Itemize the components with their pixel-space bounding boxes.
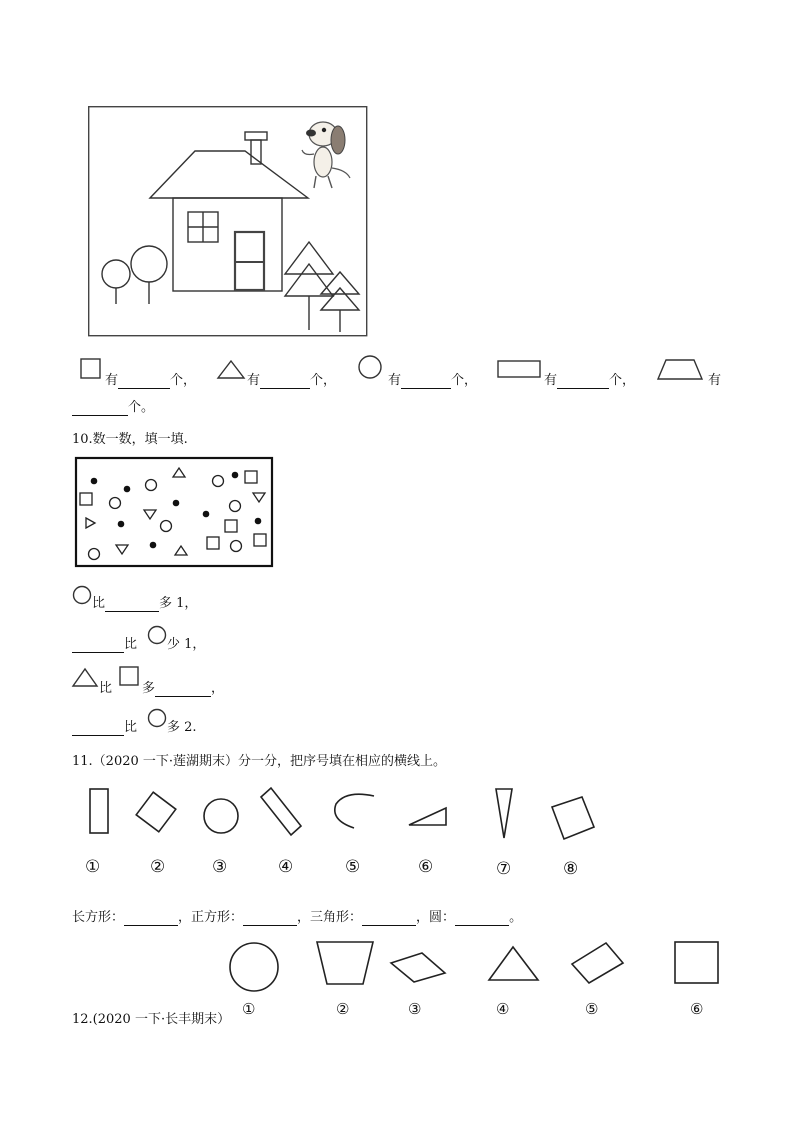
q11-num-3: ③ bbox=[212, 857, 228, 877]
q11-shape-5-arc bbox=[330, 790, 378, 832]
q11-num-4: ④ bbox=[278, 857, 294, 877]
q11-blank-square[interactable] bbox=[243, 910, 297, 926]
q10-l3-b: 多 bbox=[142, 681, 156, 696]
trapezoid-shape-icon bbox=[656, 358, 704, 382]
q11-num-7: ⑦ bbox=[496, 859, 512, 879]
q9-blank-trapezoid[interactable] bbox=[72, 400, 128, 416]
square-icon bbox=[119, 666, 141, 688]
q12-shape-3-rhombus bbox=[388, 950, 450, 984]
circle-icon-3 bbox=[147, 708, 169, 728]
q11-num-5: ⑤ bbox=[345, 857, 361, 877]
q10-l4-b: 多 2. bbox=[167, 720, 197, 735]
q11-shape-1-rectangle bbox=[88, 787, 112, 837]
rectangle-shape-icon bbox=[497, 360, 543, 380]
q11-shape-2-square bbox=[134, 789, 180, 835]
q11-shape-7-triangle bbox=[493, 786, 517, 842]
q10-l3-a: 比 bbox=[99, 681, 113, 696]
q11-label-circle: ，圆： bbox=[416, 910, 456, 925]
triangle-icon bbox=[71, 666, 99, 688]
triangle-shape-icon bbox=[216, 358, 246, 380]
q9-label-3: 有 bbox=[388, 373, 402, 388]
q10-blank-4[interactable] bbox=[72, 720, 124, 736]
q12-num-1: ① bbox=[242, 1000, 256, 1018]
q10-l4-a: 比 bbox=[124, 720, 138, 735]
q9-label-1: 有 bbox=[105, 373, 119, 388]
q9-label-5: 有 bbox=[708, 373, 722, 388]
q12-num-5: ⑤ bbox=[585, 1000, 599, 1018]
q11-label-square: ，正方形： bbox=[178, 910, 244, 925]
q10-l1-a: 比 bbox=[92, 596, 106, 611]
shapes-counting-box bbox=[75, 457, 275, 569]
q9-blank-rectangle[interactable] bbox=[557, 373, 609, 389]
circle-icon-2 bbox=[147, 625, 169, 645]
q10-blank-3[interactable] bbox=[155, 681, 211, 697]
q12-shape-5-rectangle bbox=[569, 940, 627, 986]
q11-label-triangle: ，三角形： bbox=[297, 910, 363, 925]
q12-title: 12.(2020 一下·长丰期末） bbox=[72, 1012, 231, 1027]
q11-end: 。 bbox=[509, 910, 523, 925]
circle-shape-icon bbox=[357, 354, 385, 380]
q11-shape-4-rectangle bbox=[258, 785, 304, 837]
q9-unit-2: 个， bbox=[310, 373, 337, 388]
q9-label-2: 有 bbox=[247, 373, 261, 388]
q11-num-6: ⑥ bbox=[418, 857, 434, 877]
q10-blank-1[interactable] bbox=[105, 596, 159, 612]
q11-blank-rectangle[interactable] bbox=[124, 910, 178, 926]
house-scene-picture bbox=[88, 106, 370, 338]
q12-num-2: ② bbox=[336, 1000, 350, 1018]
q11-blank-circle[interactable] bbox=[455, 910, 509, 926]
q11-blank-triangle[interactable] bbox=[362, 910, 416, 926]
q11-num-1: ① bbox=[85, 857, 101, 877]
q11-num-2: ② bbox=[150, 857, 166, 877]
q9-blank-triangle[interactable] bbox=[260, 373, 310, 389]
q9-unit-1: 个， bbox=[170, 373, 197, 388]
q10-title: 10.数一数，填一填. bbox=[72, 432, 188, 447]
q12-num-3: ③ bbox=[408, 1000, 422, 1018]
q11-label-rectangle: 长方形： bbox=[72, 910, 125, 925]
q11-shape-6-triangle bbox=[406, 805, 450, 829]
q9-unit-3: 个， bbox=[451, 373, 478, 388]
q10-l2-a: 比 bbox=[124, 637, 138, 652]
square-shape-icon bbox=[80, 358, 102, 380]
q12-num-6: ⑥ bbox=[690, 1000, 704, 1018]
q10-l1-b: 多 1， bbox=[159, 596, 198, 611]
q11-shape-8-square bbox=[550, 795, 598, 843]
q10-l2-b: 少 1， bbox=[167, 637, 206, 652]
q9-blank-square[interactable] bbox=[118, 373, 170, 389]
q11-shape-3-circle bbox=[201, 797, 241, 837]
q12-shape-1-circle bbox=[227, 940, 281, 994]
q12-num-4: ④ bbox=[496, 1000, 510, 1018]
q12-shape-6-square bbox=[673, 940, 721, 986]
q11-title: 11.（2020 一下·莲湖期末）分一分，把序号填在相应的横线上。 bbox=[72, 754, 447, 769]
q9-unit-4: 个， bbox=[609, 373, 636, 388]
q12-shape-4-triangle bbox=[486, 944, 542, 984]
q11-num-8: ⑧ bbox=[563, 859, 579, 879]
q12-shape-2-trapezoid bbox=[315, 940, 377, 988]
q9-unit-5: 个。 bbox=[128, 400, 155, 415]
q9-blank-circle[interactable] bbox=[401, 373, 451, 389]
q10-l3-c: ， bbox=[211, 681, 225, 696]
q10-blank-2[interactable] bbox=[72, 637, 124, 653]
q9-label-4: 有 bbox=[544, 373, 558, 388]
circle-icon-1 bbox=[72, 585, 94, 605]
